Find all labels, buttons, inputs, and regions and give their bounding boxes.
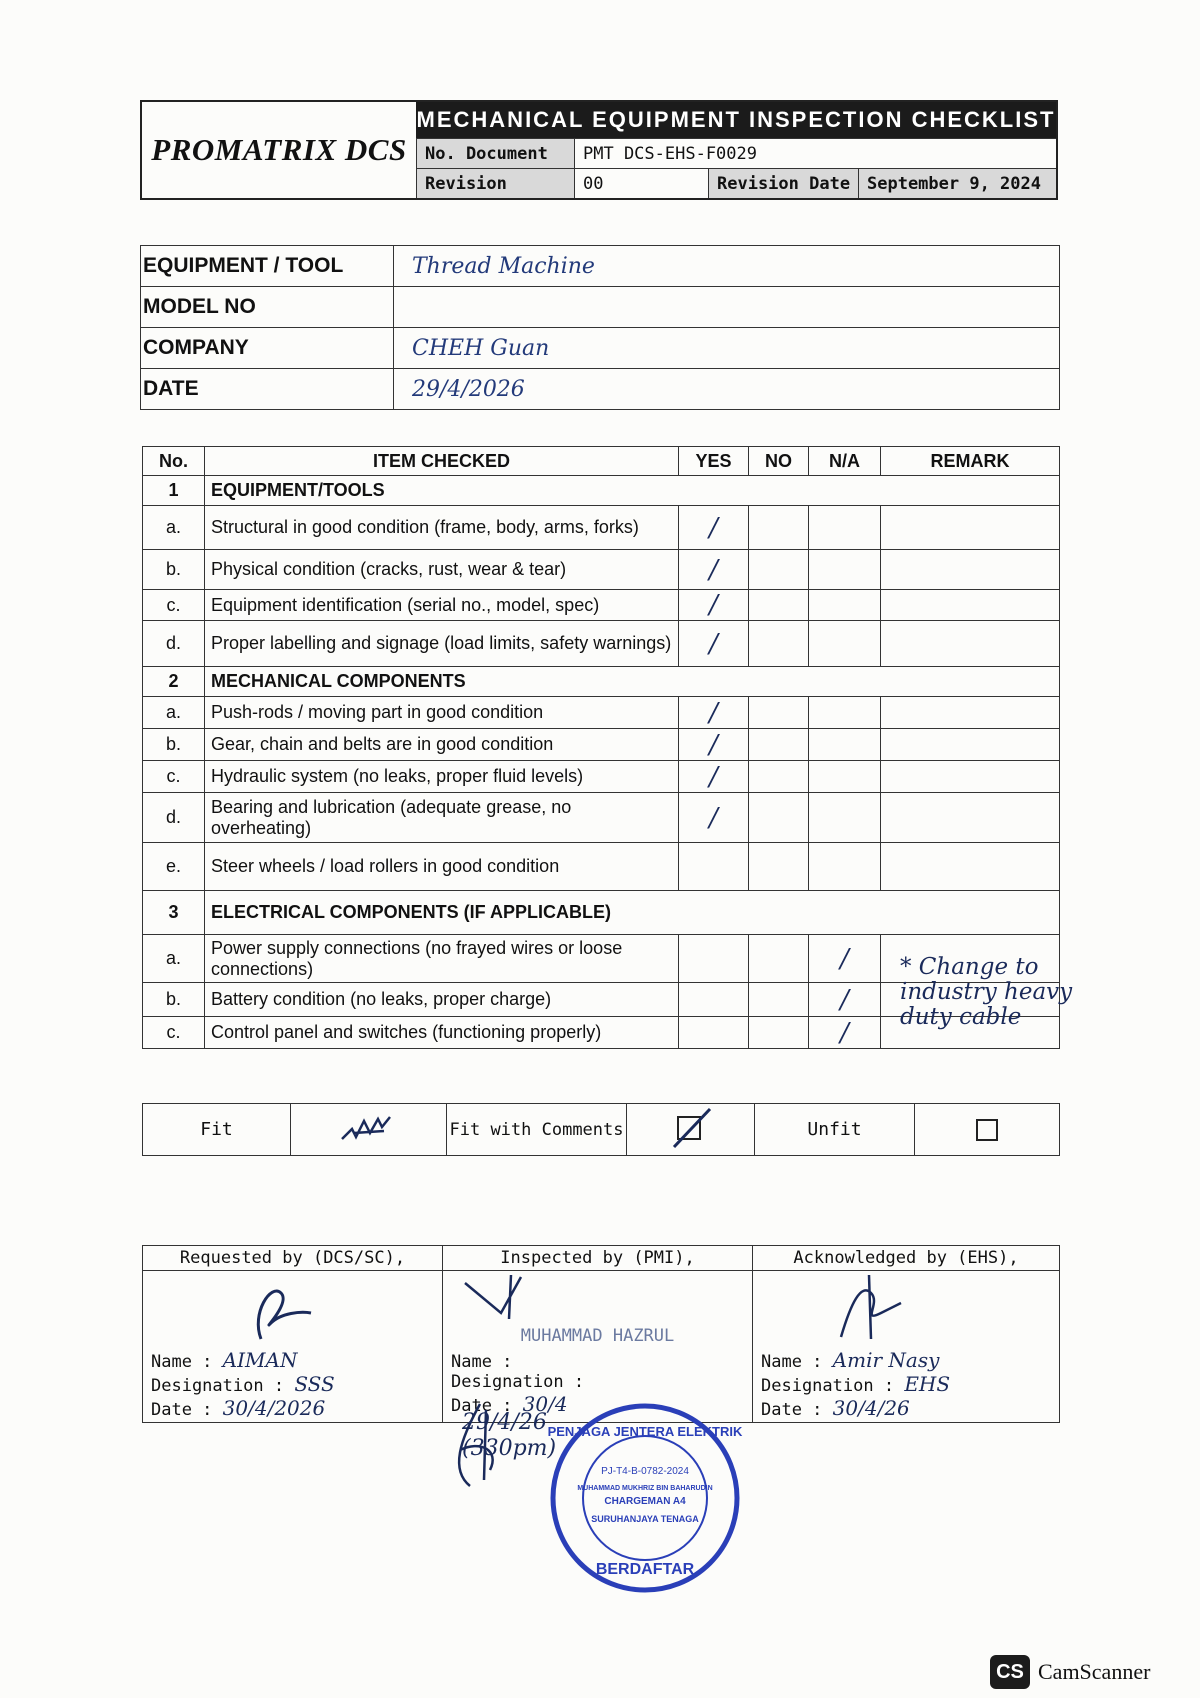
na-cell[interactable]	[809, 729, 881, 761]
stamp-role: CHARGEMAN A4	[604, 1496, 686, 1507]
row-item: Steer wheels / load rollers in good condition	[205, 843, 679, 891]
na-cell[interactable]	[809, 843, 881, 891]
fit-scribble-icon	[334, 1107, 404, 1147]
yes-tick[interactable]: /	[679, 793, 749, 843]
company-label: COMPANY	[141, 328, 394, 369]
col-no: No.	[143, 447, 205, 476]
na-tick[interactable]: /	[809, 1017, 881, 1049]
no-cell[interactable]	[749, 621, 809, 667]
req-designation-label: Designation :	[151, 1376, 285, 1396]
ack-name-label: Name :	[761, 1352, 823, 1372]
ack-designation-value: EHS	[904, 1372, 951, 1396]
table-row	[143, 506, 1060, 550]
na-tick[interactable]: /	[809, 935, 881, 983]
fit-with-comments-label: Fit with Comments	[447, 1104, 627, 1156]
witness-signature-icon	[440, 1400, 530, 1490]
table-row	[143, 550, 1060, 590]
row-item: Proper labelling and signage (load limits, safety warnings)	[205, 621, 679, 667]
no-cell[interactable]	[749, 550, 809, 590]
stamp-holder-name: MUHAMMAD MUKHRIZ BIN BAHARUDIN	[577, 1485, 713, 1492]
row-item: Power supply connections (no frayed wires or loose connections)	[205, 935, 679, 983]
inspected-by-label: Inspected by (PMI),	[443, 1246, 753, 1271]
signoff-table	[142, 1245, 1060, 1423]
company-logo: PROMATRIX DCS	[142, 102, 418, 198]
row-no: d.	[143, 793, 205, 843]
inspector-signature-icon	[461, 1273, 571, 1321]
remark-cell[interactable]	[881, 621, 1060, 667]
na-cell[interactable]	[809, 590, 881, 621]
yes-cell[interactable]	[679, 1017, 749, 1049]
table-row	[143, 621, 1060, 667]
req-date-label: Date :	[151, 1400, 213, 1420]
revision-date-value: September 9, 2024	[858, 168, 1056, 198]
na-cell[interactable]	[809, 761, 881, 793]
no-cell[interactable]	[749, 697, 809, 729]
row-no: a.	[143, 697, 205, 729]
row-item: Gear, chain and belts are in good condition	[205, 729, 679, 761]
acknowledged-by-label: Acknowledged by (EHS),	[753, 1246, 1060, 1271]
col-item: ITEM CHECKED	[205, 447, 679, 476]
revision-value: 00	[574, 168, 708, 198]
col-remark: REMARK	[881, 447, 1060, 476]
requested-by-label: Requested by (DCS/SC),	[143, 1246, 443, 1271]
row-item: Control panel and switches (functioning properly)	[205, 1017, 679, 1049]
yes-tick[interactable]: /	[679, 621, 749, 667]
section-title: EQUIPMENT/TOOLS	[205, 476, 1060, 506]
row-item: Structural in good condition (frame, body, arms, forks)	[205, 506, 679, 550]
section-title: MECHANICAL COMPONENTS	[205, 667, 1060, 697]
doc-no-label: No. Document	[416, 138, 574, 168]
yes-cell[interactable]	[679, 935, 749, 983]
no-cell[interactable]	[749, 1017, 809, 1049]
no-cell[interactable]	[749, 729, 809, 761]
table-row	[143, 761, 1060, 793]
fit-label: Fit	[143, 1104, 291, 1156]
no-cell[interactable]	[749, 506, 809, 550]
col-yes: YES	[679, 447, 749, 476]
inspector-stamp-name: MUHAMMAD HAZRUL	[520, 1326, 675, 1346]
section-number: 2	[143, 667, 205, 697]
unfit-checkbox[interactable]	[915, 1104, 1060, 1156]
row-no: c.	[143, 1017, 205, 1049]
remark-cell[interactable]	[881, 729, 1060, 761]
ack-date-value: 30/4/26	[832, 1396, 910, 1420]
remark-cell[interactable]	[881, 590, 1060, 621]
insp-designation-label: Designation :	[451, 1372, 585, 1392]
fit-with-comments-checkbox[interactable]	[627, 1104, 755, 1156]
fit-checkbox[interactable]	[291, 1104, 447, 1156]
model-label: MODEL NO	[141, 287, 394, 328]
col-na: N/A	[809, 447, 881, 476]
row-no: a.	[143, 506, 205, 550]
remark-cell[interactable]	[881, 843, 1060, 891]
section-number: 3	[143, 891, 205, 935]
yes-tick[interactable]: /	[679, 590, 749, 621]
remark-cell[interactable]	[881, 506, 1060, 550]
col-no-answer: NO	[749, 447, 809, 476]
date-label: DATE	[141, 369, 394, 410]
na-cell[interactable]	[809, 621, 881, 667]
no-cell[interactable]	[749, 793, 809, 843]
date-value[interactable]: 29/4/2026	[394, 369, 1060, 410]
row-item: Hydraulic system (no leaks, proper fluid levels)	[205, 761, 679, 793]
req-designation-value: SSS	[294, 1372, 335, 1396]
no-cell[interactable]	[749, 590, 809, 621]
doc-no-value: PMT DCS-EHS-F0029	[574, 138, 1056, 168]
no-cell[interactable]	[749, 761, 809, 793]
stamp-org: SURUHANJAYA TENAGA	[591, 1514, 699, 1524]
requester-block	[143, 1271, 443, 1423]
table-row	[143, 590, 1060, 621]
camscanner-logo-icon: CS	[990, 1655, 1030, 1689]
req-date-value: 30/4/2026	[222, 1396, 326, 1420]
camscanner-watermark	[990, 1655, 1150, 1689]
fitness-status-row	[142, 1103, 1060, 1156]
insp-name-label: Name :	[451, 1352, 513, 1372]
revision-date-label: Revision Date	[708, 168, 858, 198]
requester-signature-icon	[221, 1273, 341, 1343]
row-item: Bearing and lubrication (adequate grease, no overheating)	[205, 793, 679, 843]
remark-cell[interactable]	[881, 761, 1060, 793]
row-no: c.	[143, 761, 205, 793]
checked-box-icon	[666, 1105, 716, 1149]
stamp-top-text: PENJAGA JENTERA ELEKTRIK	[547, 1424, 743, 1439]
ack-date-label: Date :	[761, 1400, 823, 1420]
yes-cell[interactable]	[679, 983, 749, 1017]
equipment-info-table	[140, 245, 1060, 410]
table-row	[143, 729, 1060, 761]
yes-tick[interactable]: /	[679, 506, 749, 550]
row-item: Push-rods / moving part in good condition	[205, 697, 679, 729]
camscanner-label: CamScanner	[1038, 1659, 1151, 1684]
req-name-label: Name :	[151, 1352, 213, 1372]
row-item: Equipment identification (serial no., model, spec)	[205, 590, 679, 621]
empty-box-icon	[976, 1119, 998, 1141]
document-header	[140, 100, 1058, 200]
table-row	[143, 843, 1060, 891]
remark-cell[interactable]	[881, 550, 1060, 590]
yes-tick[interactable]: /	[679, 761, 749, 793]
remark-cell[interactable]	[881, 793, 1060, 843]
form-title: MECHANICAL EQUIPMENT INSPECTION CHECKLIST	[416, 102, 1056, 138]
acknowledger-block	[753, 1271, 1060, 1423]
na-cell[interactable]	[809, 793, 881, 843]
section-title: ELECTRICAL COMPONENTS (IF APPLICABLE)	[205, 891, 1060, 935]
yes-tick[interactable]: /	[679, 697, 749, 729]
row-no: c.	[143, 590, 205, 621]
table-row	[143, 793, 1060, 843]
insp-date-label: Date :	[451, 1396, 513, 1416]
row-no: e.	[143, 843, 205, 891]
handwritten-remark: * Change to industry heavy duty cable	[900, 954, 1073, 1030]
row-no: d.	[143, 621, 205, 667]
stamp-code: PJ-T4-B-0782-2024	[601, 1466, 689, 1477]
handwritten-time: 29/4/26 (330pm)	[462, 1410, 557, 1461]
revision-label: Revision	[416, 168, 574, 198]
na-cell[interactable]	[809, 697, 881, 729]
unfit-label: Unfit	[755, 1104, 915, 1156]
ack-name-value: Amir Nasy	[832, 1348, 940, 1372]
stamp-bottom-text: BERDAFTAR	[595, 1561, 695, 1578]
row-no: a.	[143, 935, 205, 983]
req-name-value: AIMAN	[222, 1348, 298, 1372]
model-value[interactable]	[394, 287, 1060, 328]
no-cell[interactable]	[749, 983, 809, 1017]
na-cell[interactable]	[809, 506, 881, 550]
equipment-label: EQUIPMENT / TOOL	[141, 246, 394, 287]
no-cell[interactable]	[749, 935, 809, 983]
na-tick[interactable]: /	[809, 983, 881, 1017]
company-value[interactable]: CHEH Guan	[394, 328, 1060, 369]
official-stamp-icon	[545, 1398, 745, 1598]
yes-tick[interactable]: /	[679, 729, 749, 761]
remark-cell[interactable]	[881, 697, 1060, 729]
insp-date-value: 30/4	[522, 1392, 568, 1416]
no-cell[interactable]	[749, 843, 809, 891]
row-item: Battery condition (no leaks, proper charge)	[205, 983, 679, 1017]
ack-designation-label: Designation :	[761, 1376, 895, 1396]
row-item: Physical condition (cracks, rust, wear & tear)	[205, 550, 679, 590]
table-row	[143, 697, 1060, 729]
row-no: b.	[143, 729, 205, 761]
equipment-value[interactable]: Thread Machine	[394, 246, 1060, 287]
section-number: 1	[143, 476, 205, 506]
row-no: b.	[143, 983, 205, 1017]
yes-tick[interactable]: /	[679, 550, 749, 590]
na-cell[interactable]	[809, 550, 881, 590]
row-no: b.	[143, 550, 205, 590]
yes-cell[interactable]	[679, 843, 749, 891]
acknowledger-signature-icon	[821, 1273, 921, 1343]
